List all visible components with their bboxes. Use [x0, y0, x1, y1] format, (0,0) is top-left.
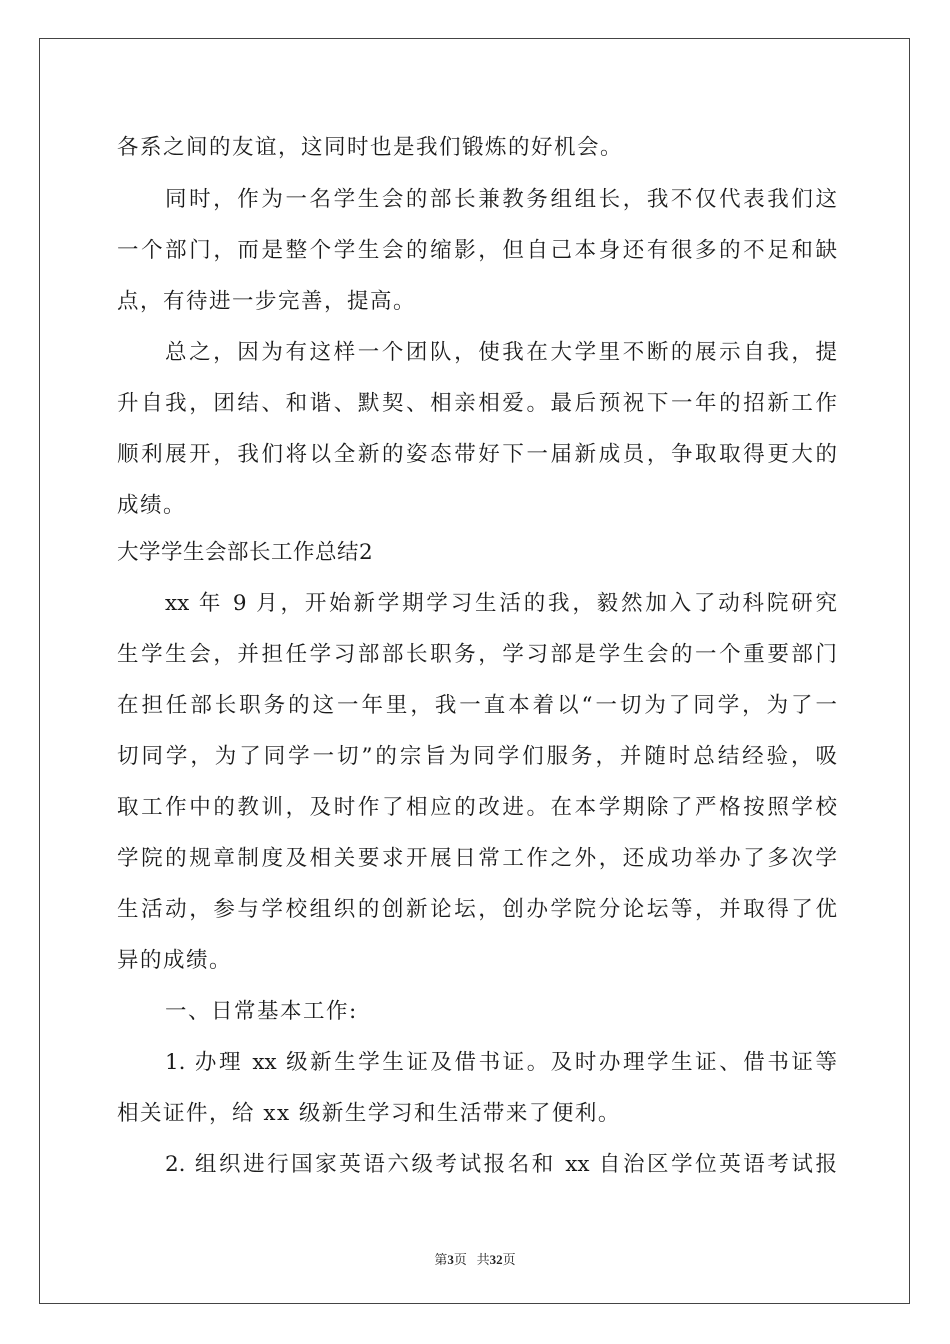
text-line: 学院的规章制度及相关要求开展日常工作之外，还成功举办了多次学	[117, 846, 837, 871]
text-line: 各系之间的友谊，这同时也是我们锻炼的好机会。	[117, 135, 624, 160]
text-line: 在担任部长职务的这一年里，我一直本着以“一切为了同学，为了一	[117, 693, 837, 718]
text-line: 生活动，参与学校组织的创新论坛，创办学院分论坛等，并取得了优	[117, 897, 837, 922]
current-page-number: 3	[447, 1252, 454, 1267]
total-unit: 页	[502, 1252, 516, 1267]
section-heading: 大学学生会部长工作总结2	[117, 540, 374, 565]
text-line: 升自我，团结、和谐、默契、相亲相爱。最后预祝下一年的招新工作	[117, 391, 837, 416]
paragraph-first-line: 总之，因为有这样一个团队，使我在大学里不断的展示自我，提	[165, 340, 837, 365]
text-line: 一个部门，而是整个学生会的缩影，但自己本身还有很多的不足和缺	[117, 238, 837, 263]
text-line: 相关证件，给 xx 级新生学习和生活带来了便利。	[117, 1101, 621, 1126]
paragraph-first-line: 同时，作为一名学生会的部长兼教务组组长，我不仅代表我们这	[165, 187, 837, 212]
subsection-heading: 一、日常基本工作:	[165, 999, 358, 1024]
list-item-first-line: 2. 组织进行国家英语六级考试报名和 xx 自治区学位英语考试报	[165, 1152, 837, 1177]
list-item-first-line: 1. 办理 xx 级新生学生证及借书证。及时办理学生证、借书证等	[165, 1050, 837, 1075]
text-line: 顺利展开，我们将以全新的姿态带好下一届新成员，争取取得更大的	[117, 442, 837, 467]
text-line: 生学生会，并担任学习部部长职务，学习部是学生会的一个重要部门	[117, 642, 837, 667]
paragraph-first-line: xx 年 9 月，开始新学期学习生活的我，毅然加入了动科院研究	[165, 591, 837, 616]
text-line: 异的成绩。	[117, 948, 233, 973]
total-page-count: 32	[489, 1252, 503, 1267]
text-line: 成绩。	[117, 493, 187, 518]
total-prefix: 共	[476, 1252, 490, 1267]
page-prefix: 第	[434, 1252, 448, 1267]
page-unit: 页	[453, 1252, 467, 1267]
text-line: 切同学，为了同学一切”的宗旨为同学们服务，并随时总结经验，吸	[117, 744, 837, 769]
text-line: 取工作中的教训，及时作了相应的改进。在本学期除了严格按照学校	[117, 795, 837, 820]
page-footer	[0, 1249, 950, 1268]
text-line: 点，有待进一步完善，提高。	[117, 289, 417, 314]
